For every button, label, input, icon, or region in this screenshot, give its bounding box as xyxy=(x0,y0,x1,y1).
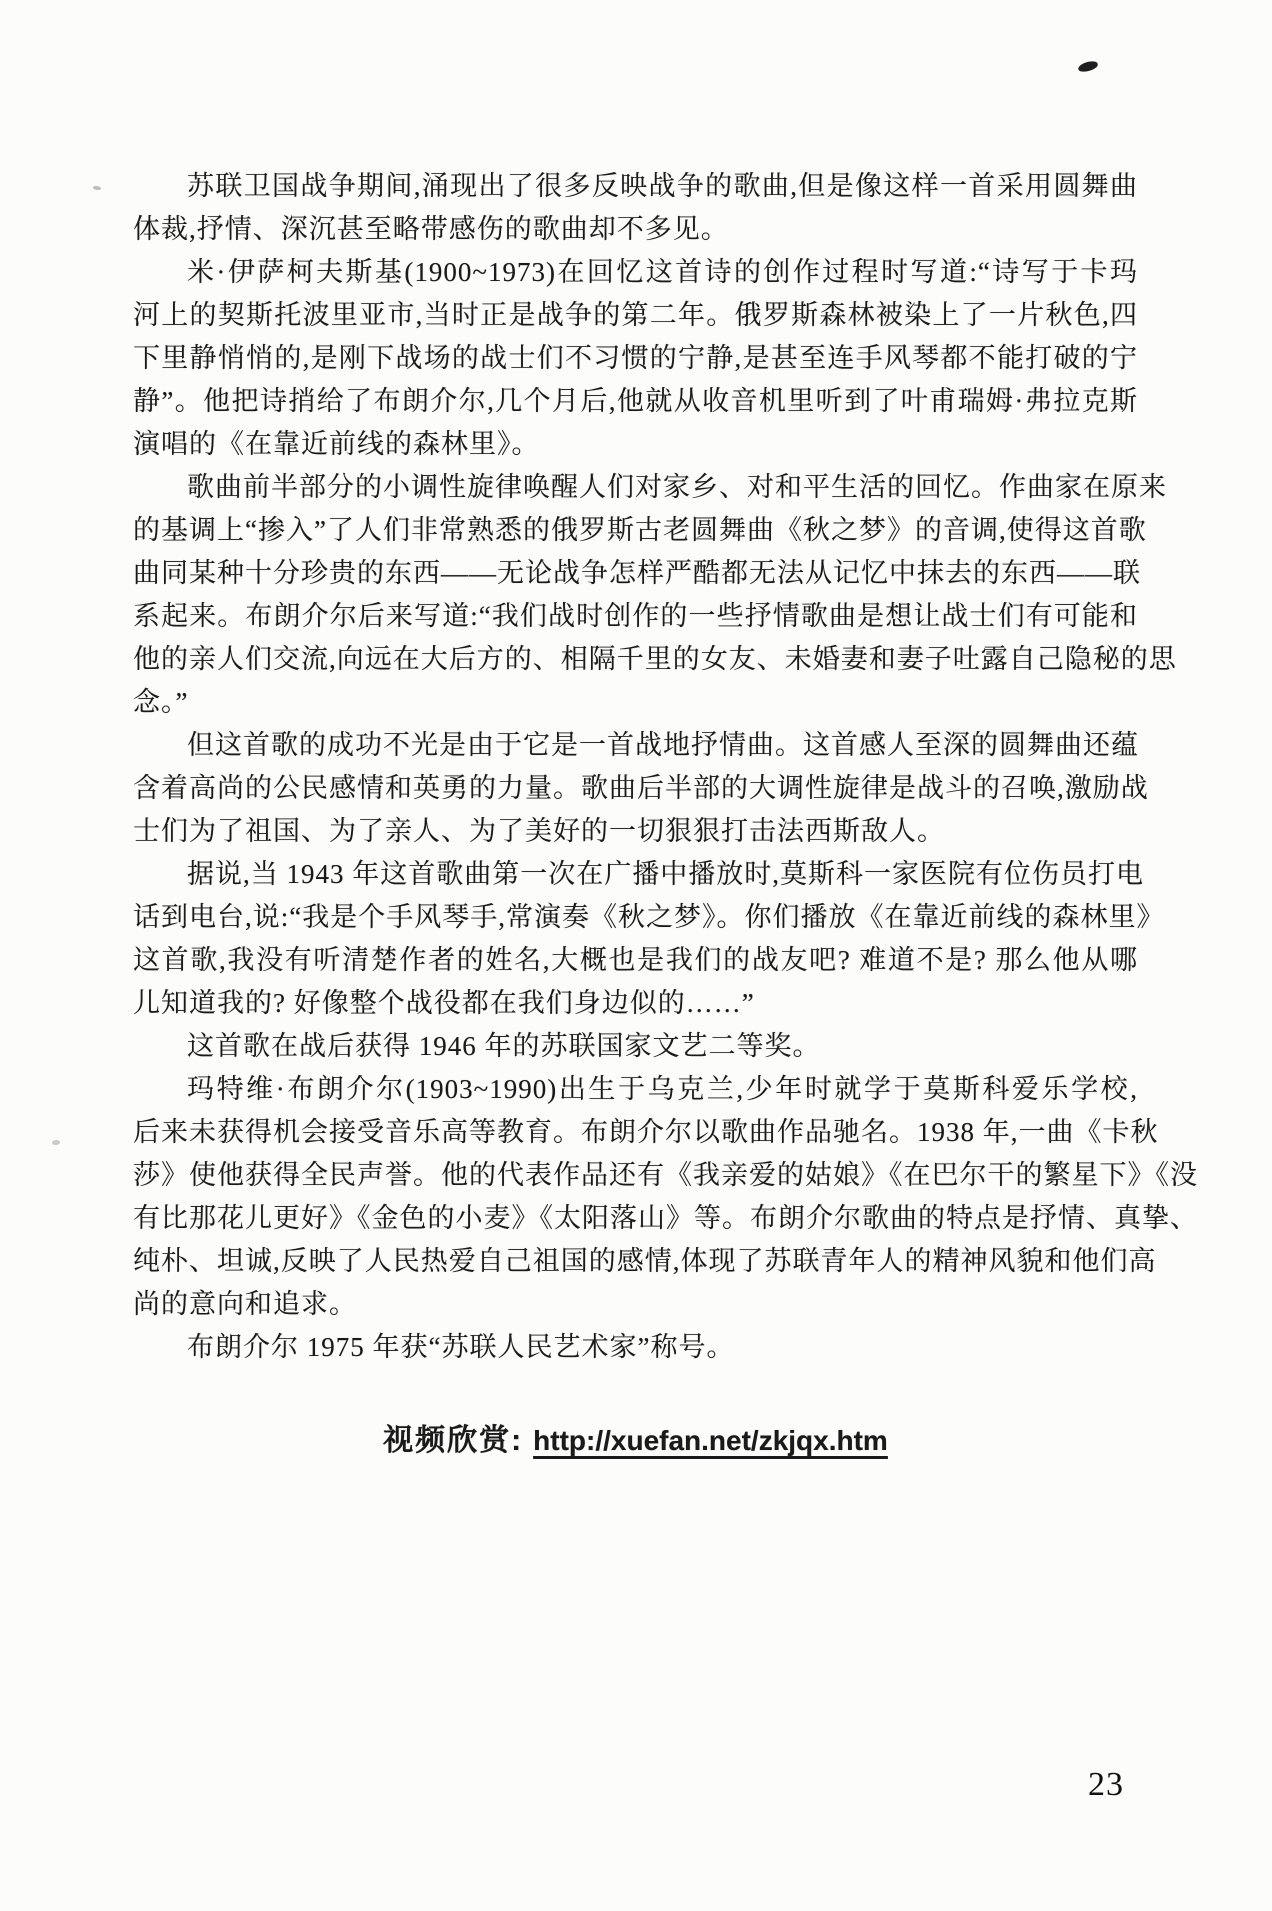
text-line: 曲同某种十分珍贵的东西——无论战争怎样严酷都无法从记忆中抹去的东西——联 xyxy=(133,558,1141,588)
video-link-url: http://xuefan.net/zkjqx.htm xyxy=(533,1425,888,1456)
text-line: 尚的意向和追求。 xyxy=(133,1289,357,1319)
text-line: 这首歌,我没有听清楚作者的姓名,大概也是我们的战友吧? 难道不是? 那么他从哪 xyxy=(133,945,1138,975)
text-line: 话到电台,说:“我是个手风琴手,常演奏《秋之梦》。你们播放《在靠近前线的森林里》 xyxy=(133,902,1165,932)
text-line: 米·伊萨柯夫斯基(1900~1973)在回忆这首诗的创作过程时写道:“诗写于卡玛 xyxy=(187,257,1138,287)
text-line: 儿知道我的? 好像整个战役都在我们身边似的……” xyxy=(133,988,755,1018)
text-line: 纯朴、坦诚,反映了人民热爱自己祖国的感情,体现了苏联青年人的精神风貌和他们高 xyxy=(133,1246,1157,1276)
text-line: 的基调上“掺入”了人们非常熟悉的俄罗斯古老圆舞曲《秋之梦》的音调,使得这首歌 xyxy=(133,515,1147,545)
text-line: 有比那花儿更好》《金色的小麦》《太阳落山》等。布朗介尔歌曲的特点是抒情、真挚、 xyxy=(133,1203,1198,1233)
text-line: 下里静悄悄的,是刚下战场的战士们不习惯的宁静,是甚至连手风琴都不能打破的宁 xyxy=(133,343,1138,373)
text-line: 后来未获得机会接受音乐高等教育。布朗介尔以歌曲作品驰名。1938 年,一曲《卡秋 xyxy=(133,1117,1159,1147)
page-body-text xyxy=(133,165,1198,1369)
video-link-line xyxy=(133,1415,1138,1459)
text-line: 但这首歌的成功不光是由于它是一首战地抒情曲。这首感人至深的圆舞曲还蕴 xyxy=(187,730,1139,760)
text-line: 苏联卫国战争期间,涌现出了很多反映战争的歌曲,但是像这样一首采用圆舞曲 xyxy=(187,171,1138,201)
text-line: 布朗介尔 1975 年获“苏联人民艺术家”称号。 xyxy=(187,1332,735,1362)
text-line: 演唱的《在靠近前线的森林里》。 xyxy=(133,429,540,459)
text-line: 体裁,抒情、深沉甚至略带感伤的歌曲却不多见。 xyxy=(133,214,729,244)
text-line: 念。” xyxy=(133,687,189,717)
text-line: 这首歌在战后获得 1946 年的苏联国家文艺二等奖。 xyxy=(187,1031,821,1061)
text-line: 士们为了祖国、为了亲人、为了美好的一切狠狠打击法西斯敌人。 xyxy=(133,816,945,846)
text-line: 河上的契斯托波里亚市,当时正是战争的第二年。俄罗斯森林被染上了一片秋色,四 xyxy=(133,300,1138,330)
page-number: 23 xyxy=(1088,1766,1124,1803)
text-line: 系起来。布朗介尔后来写道:“我们战时创作的一些抒情歌曲是想让战士们有可能和 xyxy=(133,601,1138,631)
text-line: 静”。他把诗捎给了布朗介尔,几个月后,他就从收音机里听到了叶甫瑞姆·弗拉克斯 xyxy=(133,386,1138,416)
text-line: 玛特维·布朗介尔(1903~1990)出生于乌克兰,少年时就学于莫斯科爱乐学校, xyxy=(187,1074,1138,1104)
text-line: 歌曲前半部分的小调性旋律唤醒人们对家乡、对和平生活的回忆。作曲家在原来 xyxy=(187,472,1167,502)
text-line: 含着高尚的公民感情和英勇的力量。歌曲后半部的大调性旋律是战斗的召唤,激励战 xyxy=(133,773,1149,803)
paper-speck-artifact xyxy=(93,185,102,190)
text-line: 他的亲人们交流,向远在大后方的、相隔千里的女友、未婚妻和妻子吐露自己隐秘的思 xyxy=(133,644,1177,674)
ink-smudge-artifact xyxy=(1077,60,1099,74)
text-line: 莎》使他获得全民声誉。他的代表作品还有《我亲爱的姑娘》《在巴尔干的繁星下》《没 xyxy=(133,1160,1198,1190)
video-link-label: 视频欣赏: xyxy=(383,1424,524,1457)
paper-speck-artifact xyxy=(52,1140,60,1145)
text-line: 据说,当 1943 年这首歌曲第一次在广播中播放时,莫斯科一家医院有位伤员打电 xyxy=(187,859,1144,889)
